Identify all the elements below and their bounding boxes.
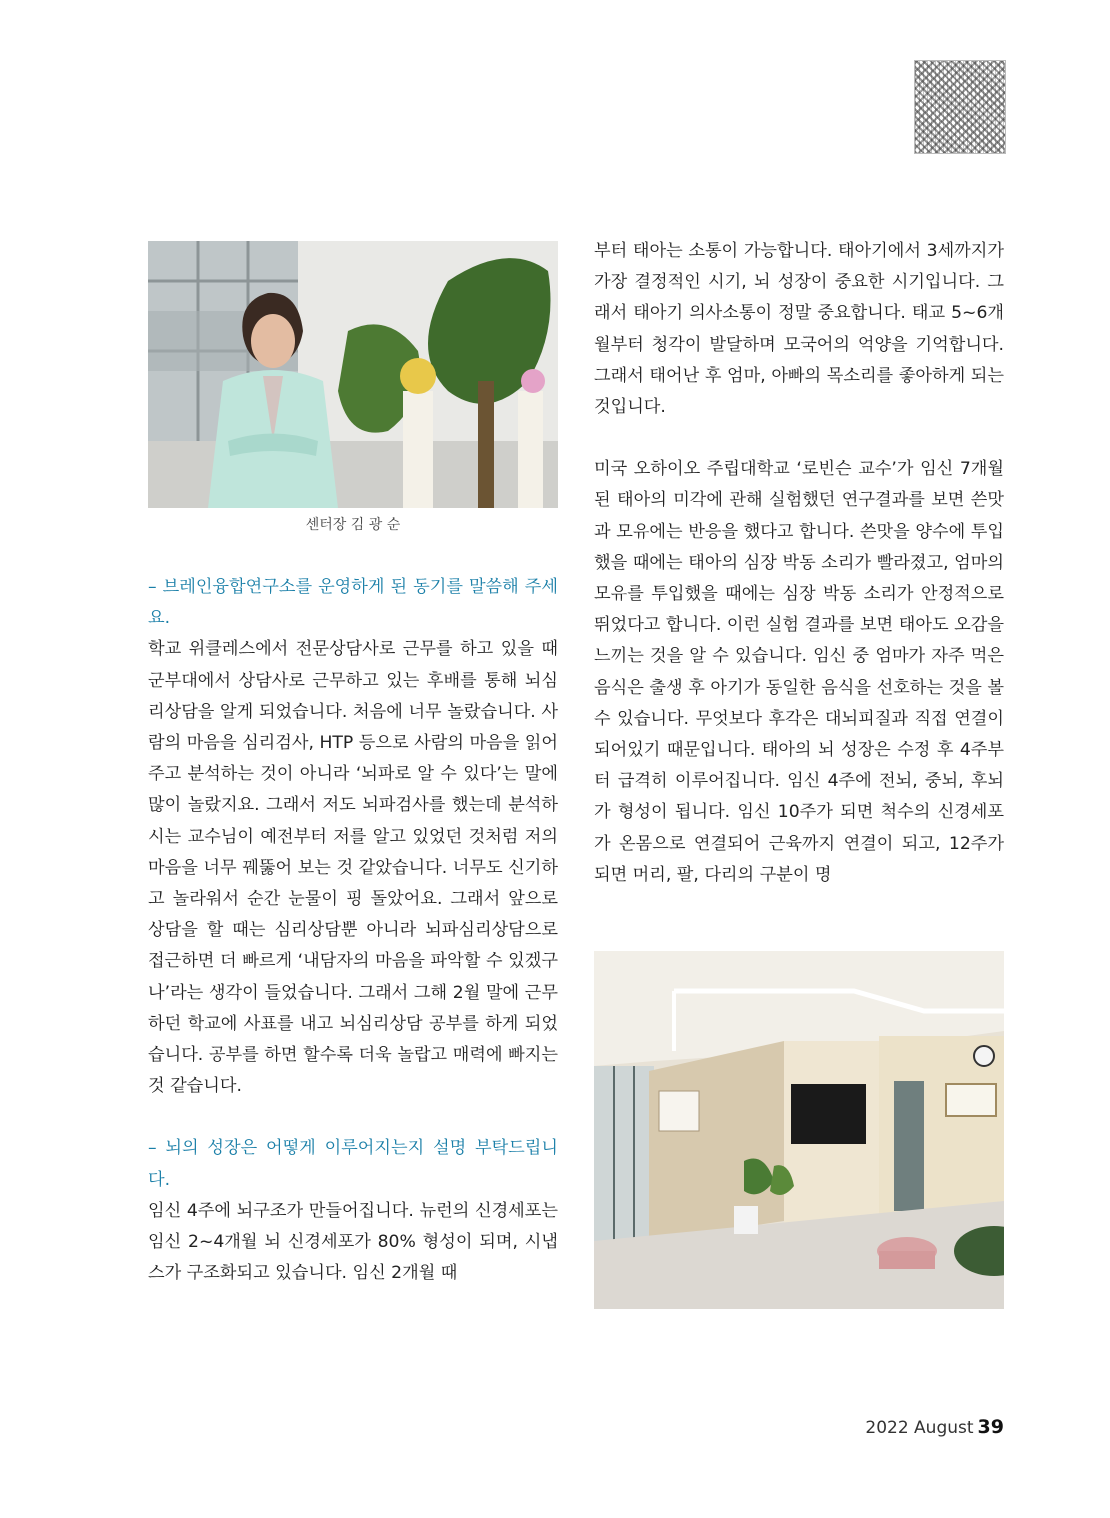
qr-code	[914, 60, 1006, 154]
photo-caption: 센터장 김 광 순	[305, 517, 401, 533]
answer-brain-growth: 임신 4주에 뇌구조가 만들어집니다. 뉴런의 신경세포는 임신 2~4개월 뇌 신경세포가 80% 형성이 되며, 시냅스가 구조화되고 있습니다. 임신 2개월 때	[148, 1200, 558, 1284]
question-brain-growth: – 뇌의 성장은 어떻게 이루어지는지 설명 부탁드립니다.	[148, 1138, 558, 1190]
paragraph-fetal-senses: 미국 오하이오 주립대학교 ‘로빈슨 교수’가 임신 7개월 된 태아의 미각에 관해 실험했던 연구결과를 보면 쓴맛과 모유에는 반응을 했다고 합니다. 쓴맛을 양수에 투입했을 때에는 태아의 심장 박동 소리가 빨라졌고, 엄마의 모유를 투입했을 때에는 심장 박동 소리가 안정적으로 뛰었다고 합니다. 이런 실험 결과를 보면 태아도 오감을 느끼는 것을 알 수 있습니다. 임신 중 엄마가 자주 먹은 음식은 출생 후 아기가 동일한 음식을 선호하는 것을 볼 수 있습니다. 무엇보다 후각은 대뇌피질과 직접 연결이 되어있기 때문입니다. 태아의 뇌 성장은 수정 후 4주부터 급격히 이루어집니다. 임신 4주에 전뇌, 중뇌, 후뇌가 형성이 됩니다. 임신 10주가 되면 척수의 신경세포가 온몸으로 연결되어 근육까지 연결이 되고, 12주가 되면 머리, 팔, 다리의 구분이 명	[594, 459, 1004, 885]
right-column	[594, 236, 1004, 891]
page-number: 39	[977, 1416, 1004, 1438]
director-photo	[148, 241, 558, 508]
page-footer	[800, 1416, 1004, 1438]
paragraph-fetal-communication: 부터 태아는 소통이 가능합니다. 태아기에서 3세까지가 가장 결정적인 시기, 뇌 성장이 중요한 시기입니다. 그래서 태아기 의사소통이 정말 중요합니다. 태교 5~6개월부터 청각이 발달하며 모국어의 억양을 기억합니다. 그래서 태어난 후 엄마, 아빠의 목소리를 좋아하게 되는 것입니다.	[594, 241, 1004, 418]
answer-motivation: 학교 위클레스에서 전문상담사로 근무를 하고 있을 때 군부대에서 상담사로 근무하고 있는 후배를 통해 뇌심리상담을 알게 되었습니다. 처음에 너무 놀랐습니다. 사람의 마음을 심리검사, HTP 등으로 사람의 마음을 읽어주고 분석하는 것이 아니라 ‘뇌파로 알 수 있다’는 말에 많이 놀랐지요. 그래서 저도 뇌파검사를 했는데 분석하시는 교수님이 예전부터 저를 알고 있었던 것처럼 저의 마음을 너무 꿰뚫어 보는 것 같았습니다. 너무도 신기하고 놀라워서 순간 눈물이 핑 돌았어요. 그래서 앞으로 상담을 할 때는 심리상담뿐 아니라 뇌파심리상담으로 접근하면 더 빠르게 ‘내담자의 마음을 파악할 수 있겠구나’라는 생각이 들었습니다. 그래서 그해 2월 말에 근무하던 학교에 사표를 내고 뇌심리상담 공부를 하게 되었습니다. 공부를 하면 할수록 더욱 놀랍고 매력에 빠지는 것 같습니다.	[148, 639, 558, 1097]
question-motivation: – 브레인융합연구소를 운영하게 된 동기를 말씀해 주세요.	[148, 577, 558, 629]
issue-date: 2022 August	[865, 1418, 974, 1438]
left-column	[148, 572, 558, 1289]
center-interior-photo	[594, 951, 1004, 1309]
